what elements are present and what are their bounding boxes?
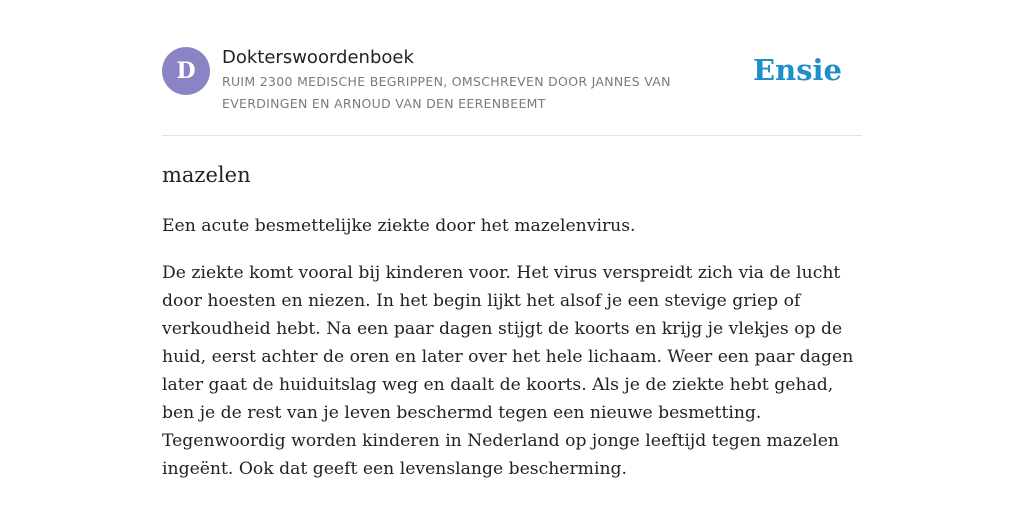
dictionary-title[interactable]: Dokterswoordenboek bbox=[222, 47, 414, 68]
entry-definition: Een acute besmettelijke ziekte door het mazelenvirus. bbox=[162, 216, 636, 236]
dictionary-subtitle: RUIM 2300 MEDISCHE BEGRIPPEN, OMSCHREVEN DOOR JANNES VAN EVERDINGEN EN ARNOUD VAN DEN EERENBEEMT bbox=[222, 74, 671, 111]
header-divider bbox=[162, 135, 862, 136]
dictionary-header bbox=[162, 46, 862, 136]
entry-term: mazelen bbox=[162, 163, 251, 187]
dictionary-avatar[interactable]: D bbox=[162, 47, 210, 95]
ensie-logo[interactable]: Ensie bbox=[753, 53, 842, 87]
entry-description: De ziekte komt vooral bij kinderen voor. Het virus verspreidt zich via de lucht door hoesten en niezen. In het begin lijkt het alsof je een stevige griep of verkoudheid hebt. Na een paar dagen stijgt de koorts en krijg je vlekjes op de huid, eerst achter de oren en later over het hele lichaam. Weer een paar dagen later gaat de huiduitslag weg en daalt de koorts. Als je de ziekte hebt gehad, ben je de rest van je leven beschermd tegen een nieuwe besmetting. Tegenwoordig worden kinderen in Nederland op jonge leeftijd tegen mazelen ingeënt. Ook dat geeft een levenslange bescherming. bbox=[162, 263, 854, 479]
